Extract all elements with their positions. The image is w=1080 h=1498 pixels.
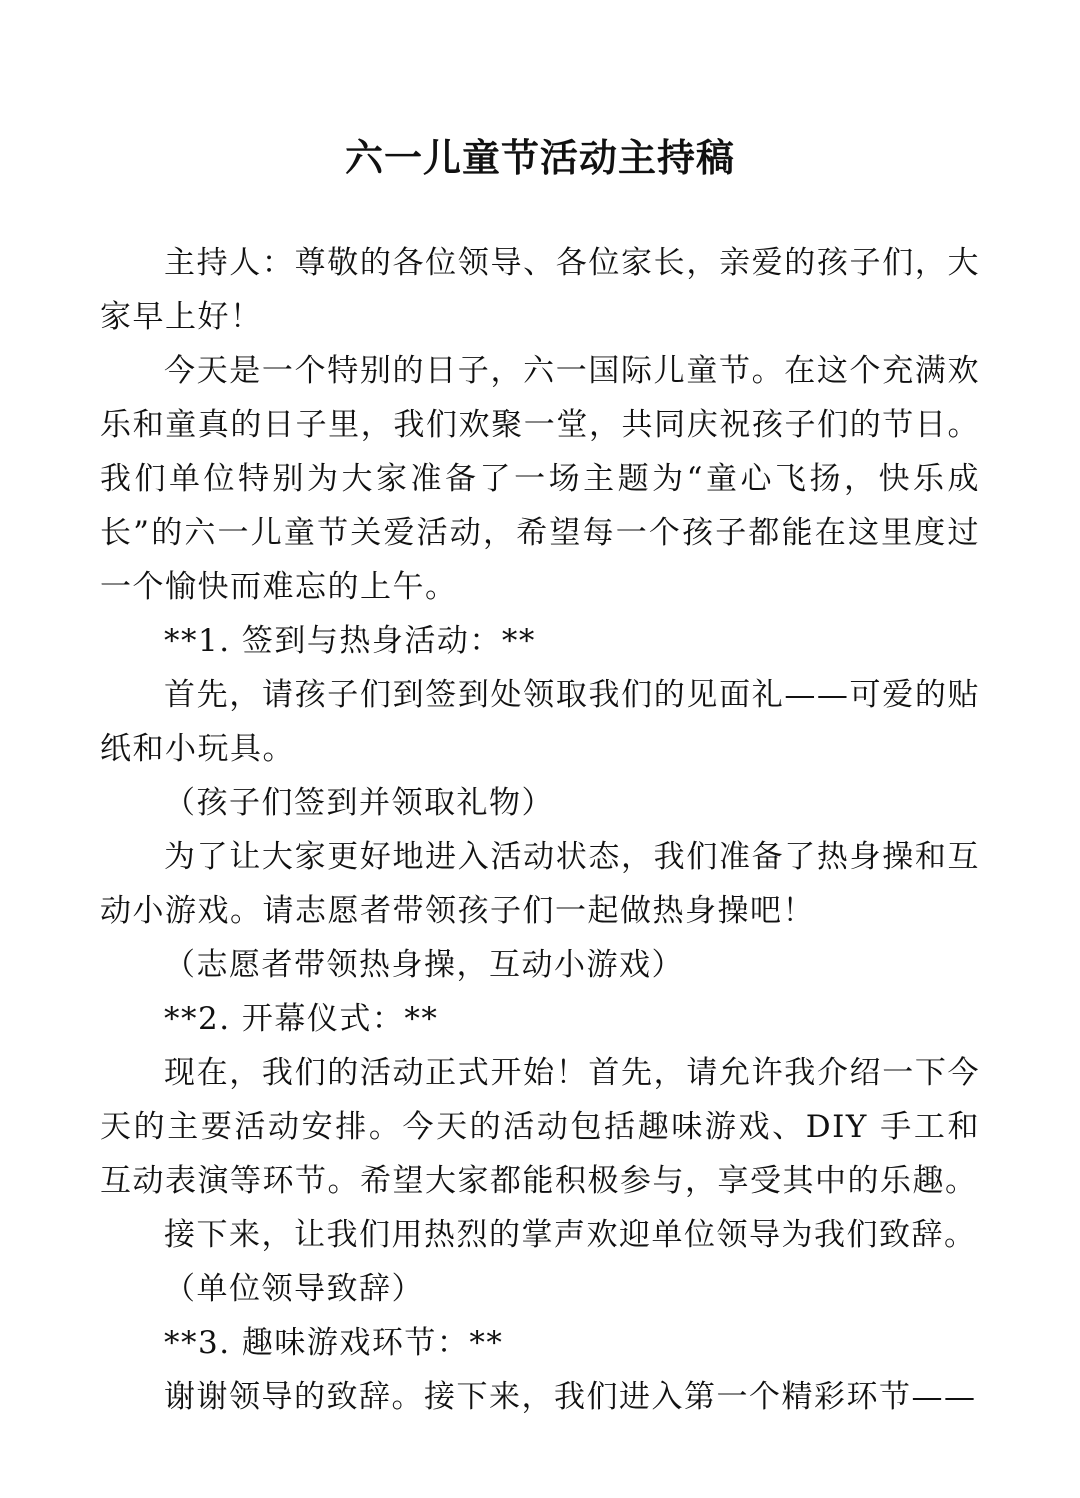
paragraph-greeting: 主持人：尊敬的各位领导、各位家长，亲爱的孩子们，大家早上好！ [100, 245, 980, 335]
paragraph-warmup: 为了让大家更好地进入活动状态，我们准备了热身操和互动小游戏。请志愿者带领孩子们一起做热身操吧！ [100, 839, 980, 929]
section-heading-opening: **2. 开幕仪式：** [164, 1001, 439, 1037]
paragraph-signin: 首先，请孩子们到签到处领取我们的见面礼——可爱的贴纸和小玩具。 [100, 677, 980, 767]
paragraph-games: 谢谢领导的致辞。接下来，我们进入第一个精彩环节—— [164, 1379, 977, 1415]
stage-direction-warmup: （志愿者带领热身操，互动小游戏） [164, 947, 684, 983]
section-heading-signin: **1. 签到与热身活动：** [164, 623, 536, 659]
stage-direction-speech: （单位领导致辞） [164, 1271, 424, 1307]
paragraph-opening: 现在，我们的活动正式开始！首先，请允许我介绍一下今天的主要活动安排。今天的活动包括趣味游戏、DIY 手工和互动表演等环节。希望大家都能积极参与，享受其中的乐趣。 [100, 1055, 980, 1199]
document-title: 六一儿童节活动主持稿 [344, 136, 735, 180]
section-heading-games: **3. 趣味游戏环节：** [164, 1325, 504, 1361]
paragraph-intro: 今天是一个特别的日子，六一国际儿童节。在这个充满欢乐和童真的日子里，我们欢聚一堂，共同庆祝孩子们的节日。我们单位特别为大家准备了一场主题为“童心飞扬，快乐成长”的六一儿童节关爱活动，希望每一个孩子都能在这里度过一个愉快而难忘的上午。 [100, 353, 980, 605]
document-body [100, 236, 980, 1424]
paragraph-leader-speech: 接下来，让我们用热烈的掌声欢迎单位领导为我们致辞。 [164, 1217, 977, 1253]
stage-direction-gifts: （孩子们签到并领取礼物） [164, 785, 554, 821]
